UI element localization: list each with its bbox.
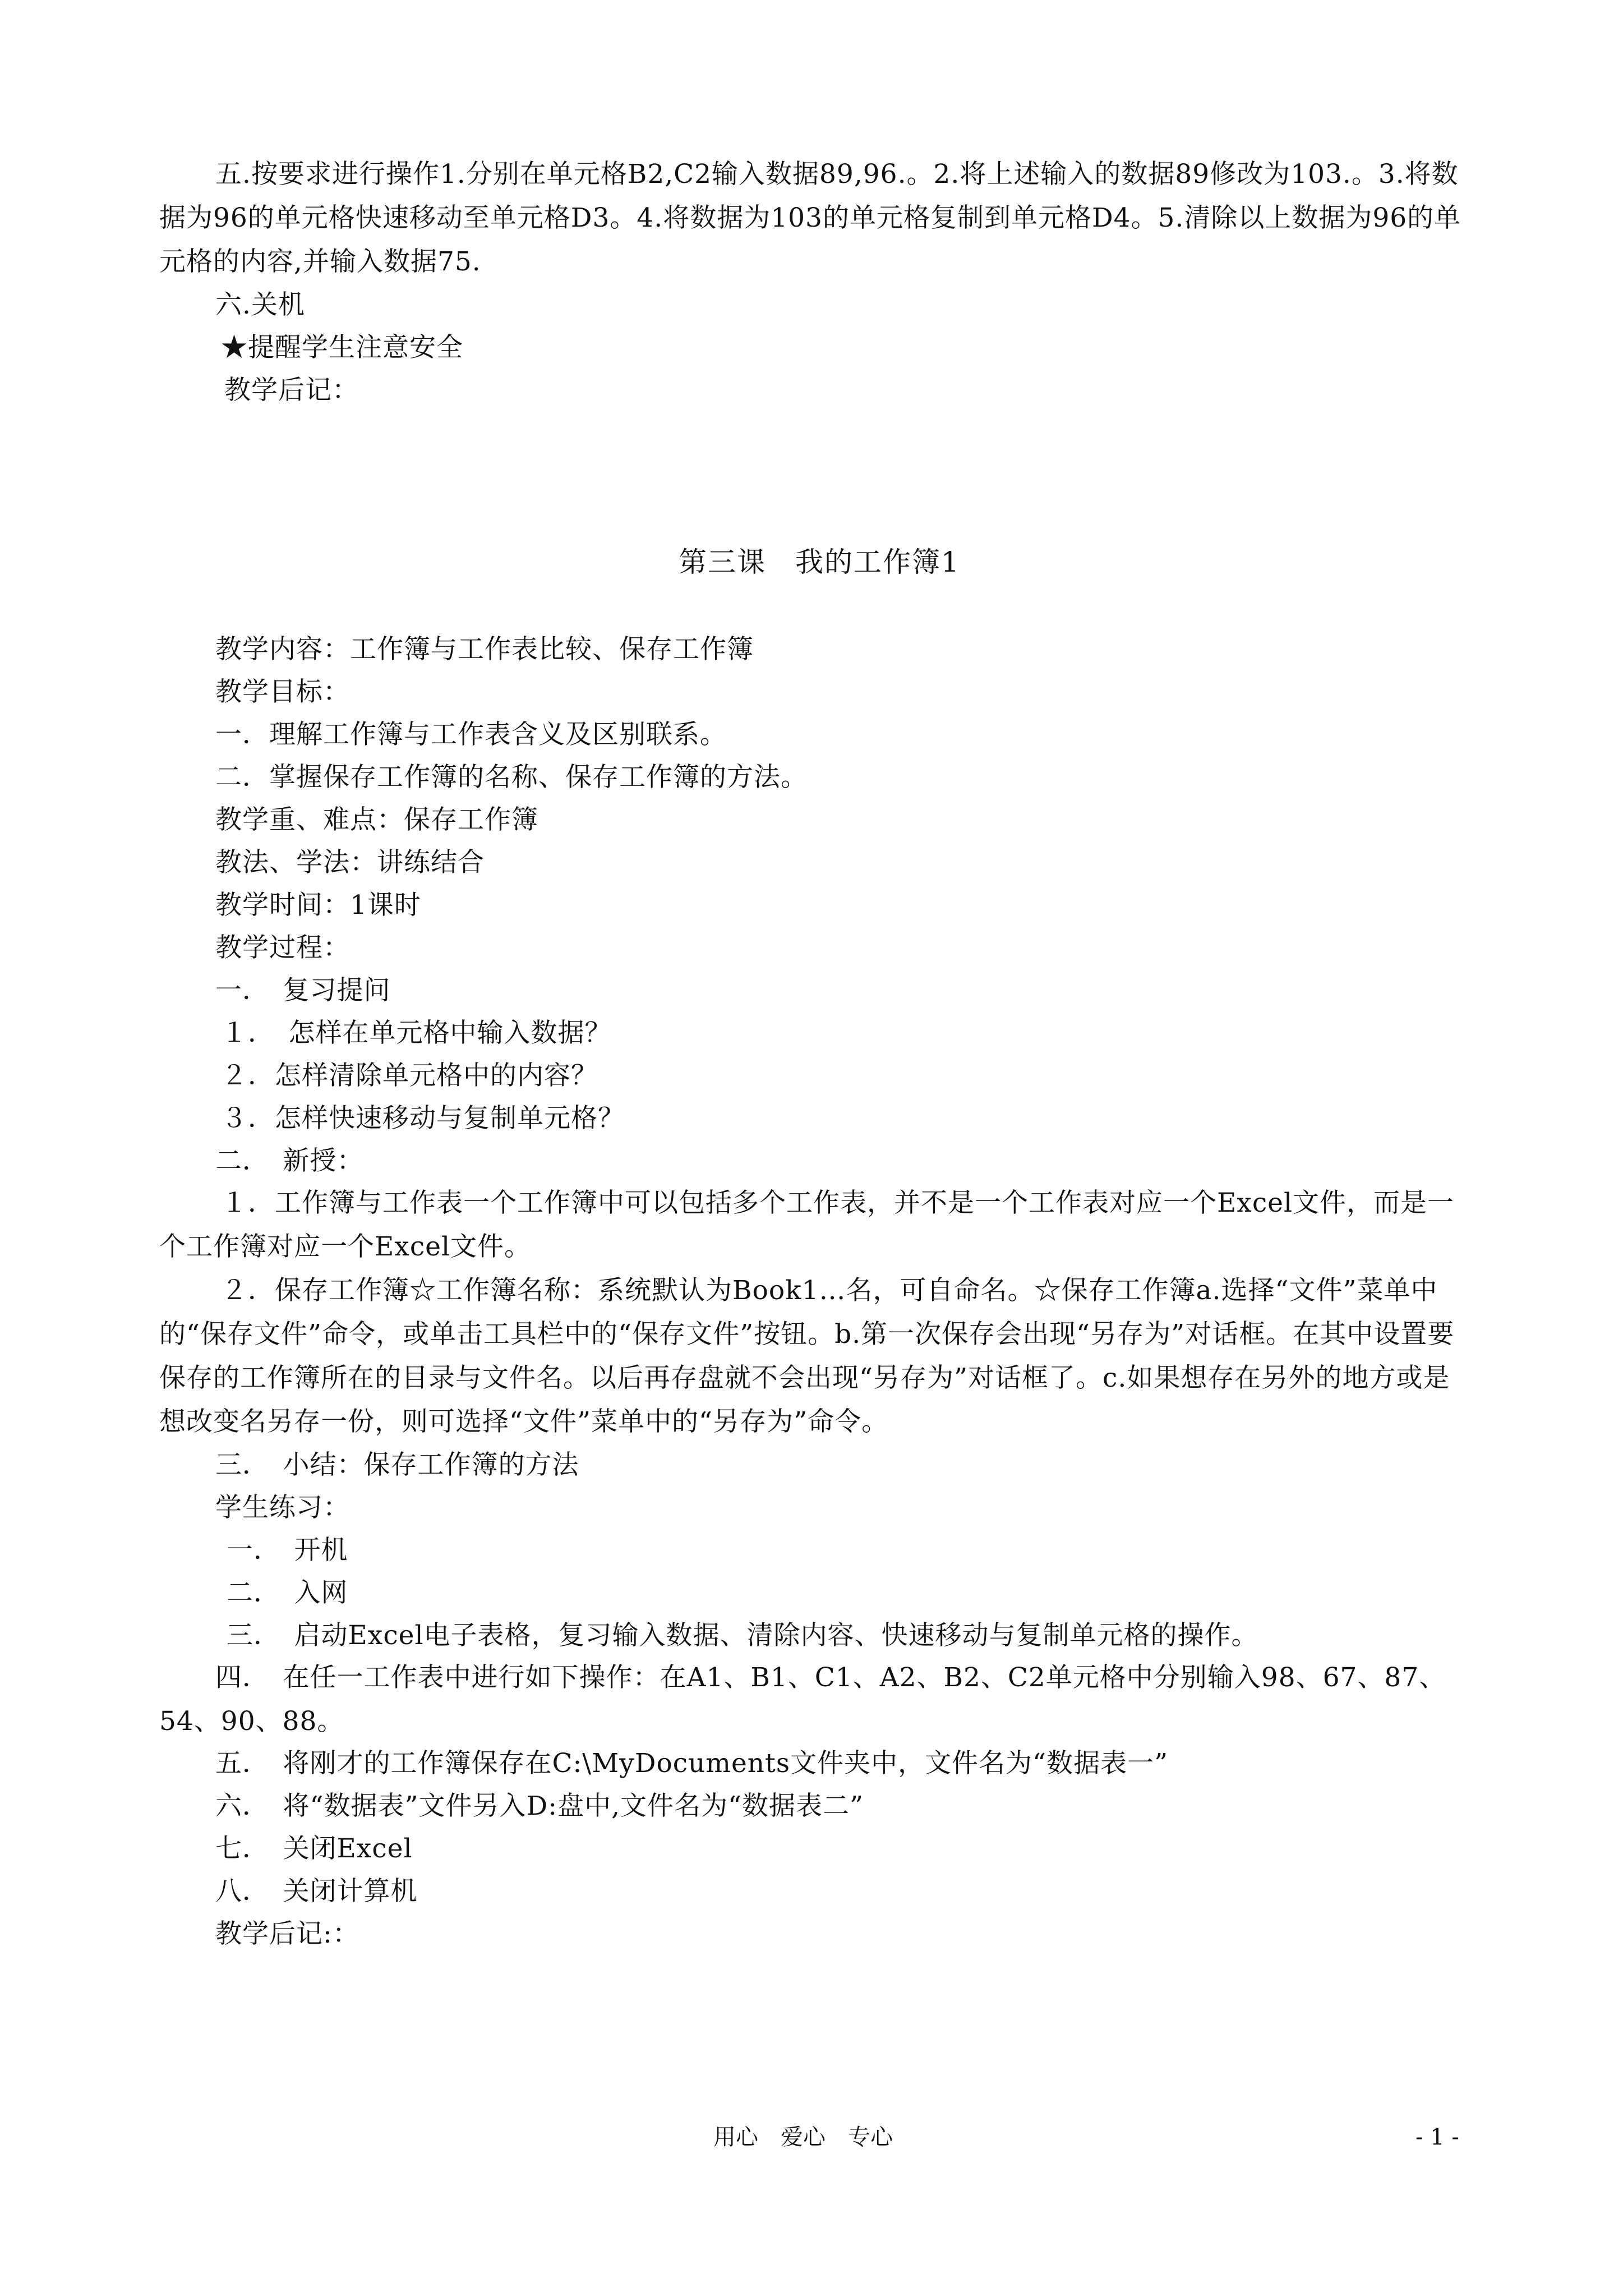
safety-reminder: ★提醒学生注意安全	[221, 332, 463, 363]
exercise-6: 六． 将“数据表”文件另入D:盘中,文件名为“数据表二”	[215, 1791, 864, 1821]
exercise-3: 三． 启动Excel电子表格，复习输入数据、清除内容、快速移动与复制单元格的操作。	[227, 1620, 1258, 1651]
goal-two: 二．掌握保存工作簿的名称、保存工作簿的方法。	[215, 762, 808, 793]
new-point-one: １．工作簿与工作表一个工作簿中可以包括多个工作表，并不是一个工作表对应一个Excel文件，而是一个工作簿对应一个Excel文件。	[159, 1188, 1454, 1262]
footer-motto: 用心 爱心 专心	[713, 2124, 893, 2150]
teaching-content: 教学内容：工作簿与工作表比较、保存工作簿	[215, 634, 754, 665]
teaching-process-label: 教学过程：	[215, 932, 350, 963]
teaching-methods: 教法、学法：讲练结合	[215, 847, 485, 878]
exercise-six-line: 六.关机	[215, 289, 305, 320]
goal-one: 一．理解工作簿与工作表含义及区别联系。	[215, 719, 727, 750]
summary: 三． 小结：保存工作簿的方法	[215, 1450, 579, 1480]
exercise-2: 二． 入网	[227, 1577, 348, 1608]
teaching-goals-label: 教学目标：	[215, 677, 350, 707]
lesson-title: 第三课 我的工作簿1	[679, 546, 960, 578]
exercise-7: 七． 关闭Excel	[215, 1833, 413, 1864]
practice-label: 学生练习：	[215, 1492, 350, 1523]
teaching-notes-label: 教学后记：	[224, 375, 359, 406]
key-points: 教学重、难点：保存工作簿	[215, 804, 538, 835]
review-question-3: ３．怎样快速移动与复制单元格？	[221, 1103, 625, 1134]
lesson-teaching-notes: 教学后记:：	[215, 1918, 359, 1949]
new-lesson-heading: 二． 新授：	[215, 1145, 364, 1176]
exercise-1: 一． 开机	[227, 1535, 348, 1566]
new-point-two: ２．保存工作簿☆工作簿名称：系统默认为Book1…名，可自命名。☆保存工作簿a.选择“文件”菜单中的“保存文件”命令，或单击工具栏中的“保存文件”按钮。b.第一次保存会出现“另存为”对话框。在其中设置要保存的工作簿所在的目录与文件名。以后再存盘就不会出现“另存为”对话框了。c.如果想存在另外的地方或是想改变名另存一份，则可选择“文件”菜单中的“另存为”命令。	[159, 1275, 1455, 1437]
review-question-1: １． 怎样在单元格中输入数据？	[221, 1018, 612, 1048]
exercise-5: 五． 将刚才的工作簿保存在C:\MyDocuments文件夹中，文件名为“数据表一”	[215, 1748, 1169, 1779]
exercise-five-paragraph: 五.按要求进行操作1.分别在单元格B2,C2输入数据89,96.。2.将上述输入的数据89修改为103.。3.将数据为96的单元格快速移动至单元格D3。4.将数据为103的单元格复制到单元格D4。5.清除以上数据为96的单元格的内容,并输入数据75.	[159, 159, 1461, 277]
page-number: - 1 -	[1415, 2124, 1459, 2150]
exercise-4: 四． 在任一工作表中进行如下操作：在A1、B1、C1、A2、B2、C2单元格中分别输入98、67、87、54、90、88。	[159, 1662, 1446, 1737]
teaching-time: 教学时间：1课时	[215, 890, 421, 921]
exercise-8: 八． 关闭计算机	[215, 1876, 418, 1907]
review-question-2: ２．怎样清除单元格中的内容？	[221, 1060, 598, 1091]
review-heading: 一． 复习提问	[215, 975, 391, 1006]
